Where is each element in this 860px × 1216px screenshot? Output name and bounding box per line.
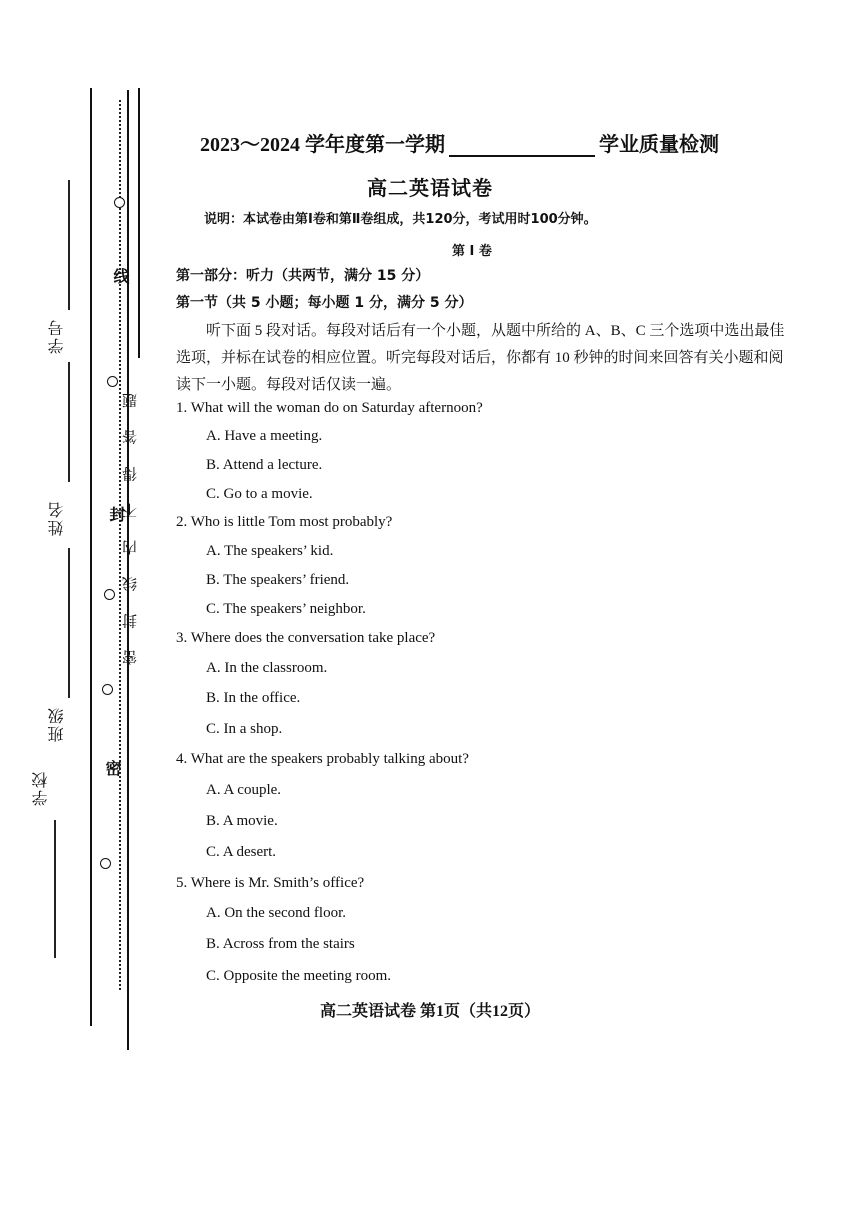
seal-hole-5 xyxy=(100,858,111,869)
option-letter: C. xyxy=(206,968,220,984)
question-text: What will the woman do on Saturday afternoon? xyxy=(190,400,483,416)
exam-note: 说明：本试卷由第Ⅰ卷和第Ⅱ卷组成，共120分，考试用时100分钟。 xyxy=(204,212,597,227)
question-2 xyxy=(176,514,392,531)
question-5-option-a[interactable] xyxy=(206,905,346,922)
student-no-label: 学号 xyxy=(49,318,66,354)
option-text: Opposite the meeting room. xyxy=(223,968,391,984)
option-text: A desert. xyxy=(222,844,277,860)
exam-title-prefix: 2023～2024 学年度第一学期 xyxy=(200,134,445,156)
question-1-option-b[interactable] xyxy=(206,457,322,474)
option-letter: C. xyxy=(206,844,220,860)
option-text: A couple. xyxy=(223,782,282,798)
option-letter: B. xyxy=(206,813,220,829)
seal-mark-feng: 封 xyxy=(107,506,124,524)
question-4 xyxy=(176,751,469,768)
listening-instructions: 听下面 5 段对话。每段对话后有一个小题，从题中所给的 A、B、C 三个选项中选出最佳选项，并标在试卷的相应位置。听完每段对话后，你都有 10 秒钟的时间来回答有关小题和阅读下一小题。每段对话仅读一遍。 xyxy=(176,323,785,393)
question-3 xyxy=(176,630,435,647)
option-text: Attend a lecture. xyxy=(222,457,323,473)
page-footer: 高二英语试卷 第1页（共12页） xyxy=(319,1003,540,1020)
option-letter: B. xyxy=(206,572,220,588)
exam-title-blank xyxy=(449,135,595,157)
option-letter: A. xyxy=(206,543,221,559)
option-letter: A. xyxy=(206,428,221,444)
question-text: Where is Mr. Smith’s office? xyxy=(190,875,365,891)
question-2-option-b[interactable] xyxy=(206,572,349,589)
question-3-option-a[interactable] xyxy=(206,660,327,677)
school-blank xyxy=(54,820,56,958)
question-text: What are the speakers probably talking about? xyxy=(190,751,469,767)
question-3-option-b[interactable] xyxy=(206,690,300,707)
option-text: On the second floor. xyxy=(224,905,346,921)
exam-subtitle: 高二英语试卷 xyxy=(367,178,493,200)
option-letter: C. xyxy=(206,486,220,502)
outer-border-line xyxy=(90,88,92,1026)
question-1 xyxy=(176,400,483,417)
question-5-option-b[interactable] xyxy=(206,936,355,953)
part1-heading: 第一部分：听力（共两节，满分 15 分） xyxy=(176,268,430,284)
option-letter: C. xyxy=(206,601,220,617)
question-5-option-c[interactable] xyxy=(206,968,391,985)
option-text: In the classroom. xyxy=(224,660,328,676)
question-4-option-c[interactable] xyxy=(206,844,276,861)
class-label: 班级 xyxy=(49,706,66,742)
question-number: 2. xyxy=(176,514,188,530)
option-text: In a shop. xyxy=(223,721,283,737)
seal-warning: 密 封 线 内 不 得 答 题 xyxy=(123,384,139,666)
question-number: 1. xyxy=(176,400,188,416)
question-number: 3. xyxy=(176,630,188,646)
question-1-option-c[interactable] xyxy=(206,486,313,503)
option-letter: C. xyxy=(206,721,220,737)
cut-line-solid xyxy=(138,88,140,358)
question-4-option-b[interactable] xyxy=(206,813,278,830)
school-label: 学校 xyxy=(33,770,50,806)
option-text: A movie. xyxy=(222,813,278,829)
section1-heading: 第一节（共 5 小题；每小题 1 分，满分 5 分） xyxy=(176,295,473,311)
option-text: Across from the stairs xyxy=(222,936,355,952)
exam-title xyxy=(200,128,719,157)
option-text: The speakers’ friend. xyxy=(223,572,350,588)
option-letter: A. xyxy=(206,905,221,921)
option-letter: A. xyxy=(206,660,221,676)
question-5 xyxy=(176,875,364,892)
seal-hole-3 xyxy=(104,589,115,600)
question-number: 4. xyxy=(176,751,188,767)
question-2-option-a[interactable] xyxy=(206,543,333,560)
question-1-option-a[interactable] xyxy=(206,428,322,445)
exam-title-suffix: 学业质量检测 xyxy=(599,134,719,156)
name-label: 姓名 xyxy=(49,500,66,536)
volume-heading: 第 Ⅰ 卷 xyxy=(452,244,492,259)
question-text: Where does the conversation take place? xyxy=(190,630,436,646)
question-text: Who is little Tom most probably? xyxy=(190,514,393,530)
option-text: Have a meeting. xyxy=(224,428,323,444)
seal-mark-mi: 密 xyxy=(103,760,120,778)
option-letter: B. xyxy=(206,690,220,706)
seal-hole-4 xyxy=(102,684,113,695)
option-text: In the office. xyxy=(223,690,301,706)
question-2-option-c[interactable] xyxy=(206,601,366,618)
option-letter: B. xyxy=(206,936,220,952)
question-3-option-c[interactable] xyxy=(206,721,282,738)
student-no-blank-bottom xyxy=(68,362,70,482)
seal-hole-2 xyxy=(107,376,118,387)
question-4-option-a[interactable] xyxy=(206,782,281,799)
name-blank xyxy=(68,548,70,698)
option-text: The speakers’ kid. xyxy=(224,543,334,559)
seal-mark-xian: 线 xyxy=(111,268,128,286)
option-text: The speakers’ neighbor. xyxy=(223,601,366,617)
question-number: 5. xyxy=(176,875,188,891)
option-letter: A. xyxy=(206,782,221,798)
option-letter: B. xyxy=(206,457,220,473)
option-text: Go to a movie. xyxy=(223,486,313,502)
